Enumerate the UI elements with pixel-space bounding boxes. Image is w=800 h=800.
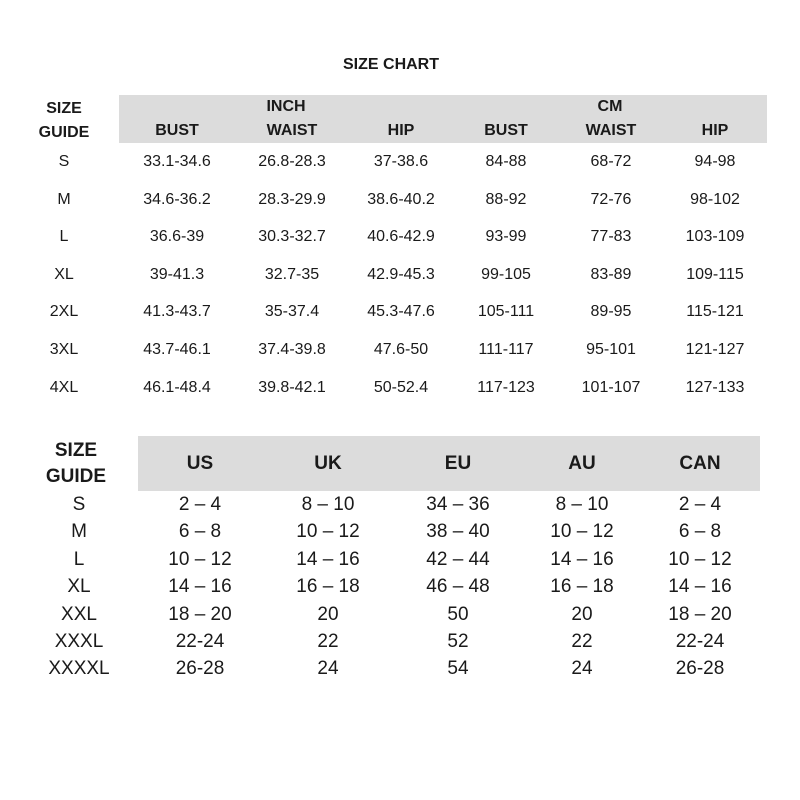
table-cell: 2 – 4	[178, 494, 222, 515]
table-cell: 14 – 16	[550, 548, 614, 570]
table-cell: 50-52.4	[373, 378, 429, 396]
table-cell: 39-41.3	[149, 265, 205, 283]
table-row	[0, 300, 800, 324]
table-cell: 10 – 12	[668, 548, 732, 570]
table-cell: 38.6-40.2	[367, 190, 435, 208]
header-can: CAN	[679, 453, 721, 474]
table-cell: 6 – 8	[178, 521, 222, 543]
table-cell: 72-76	[590, 190, 632, 208]
table-cell: 43.7-46.1	[143, 341, 211, 358]
header-eu: EU	[444, 453, 472, 474]
size-label: XXL	[61, 603, 97, 625]
table-row	[0, 225, 800, 249]
header-us: US	[186, 453, 214, 474]
table-cell: 52	[447, 631, 469, 652]
table-cell: 98-102	[690, 190, 740, 208]
table-row	[0, 546, 800, 573]
table-cell: 93-99	[485, 228, 527, 246]
table-cell: 68-72	[590, 153, 632, 170]
table-cell: 37.4-39.8	[258, 341, 326, 358]
size-label: XL	[67, 576, 91, 598]
size-label: 4XL	[49, 378, 79, 396]
table-row	[0, 628, 800, 655]
table-cell: 10 – 12	[296, 521, 360, 543]
table-cell: 24	[317, 658, 339, 680]
header-cm-bust: BUST	[484, 122, 528, 139]
table-cell: 14 – 16	[168, 576, 232, 598]
table-row	[0, 573, 800, 600]
header-au: AU	[568, 453, 596, 474]
table-cell: 117-123	[477, 378, 535, 396]
table-cell: 50	[447, 603, 469, 625]
cm-group-label: CM	[597, 98, 623, 115]
table-row	[0, 376, 800, 400]
table-cell: 34.6-36.2	[143, 190, 211, 208]
table-cell: 101-107	[581, 378, 641, 396]
table-row	[0, 150, 800, 174]
table-cell: 46 – 48	[426, 576, 490, 598]
table-cell: 22	[317, 631, 339, 652]
header-cm-hip: HIP	[701, 122, 729, 139]
size-label: XXXL	[54, 631, 104, 652]
table-cell: 40.6-42.9	[367, 228, 435, 246]
table-cell: 54	[447, 658, 469, 680]
inch-group-label: INCH	[266, 98, 306, 115]
table-cell: 26.8-28.3	[258, 153, 326, 170]
table-cell: 99-105	[481, 265, 531, 283]
table-cell: 20	[571, 603, 593, 625]
table-cell: 14 – 16	[668, 576, 732, 598]
table-cell: 36.6-39	[149, 228, 205, 246]
table-row	[0, 518, 800, 545]
table-cell: 33.1-34.6	[143, 153, 211, 170]
table-row	[0, 338, 800, 362]
table-cell: 20	[317, 603, 339, 625]
table-cell: 46.1-48.4	[143, 378, 211, 396]
size-label: 3XL	[49, 341, 79, 358]
size-label: S	[72, 494, 86, 515]
table-cell: 6 – 8	[678, 521, 722, 543]
table-cell: 32.7-35	[264, 265, 320, 283]
header-inch-hip: HIP	[387, 122, 415, 139]
table-cell: 10 – 12	[168, 548, 232, 570]
header-uk: UK	[314, 453, 342, 474]
size-label: M	[71, 521, 87, 543]
table-cell: 18 – 20	[668, 603, 732, 625]
table-cell: 16 – 18	[296, 576, 360, 598]
size-label: L	[59, 228, 69, 246]
table-cell: 2 – 4	[678, 494, 722, 515]
table-row	[0, 188, 800, 212]
table-cell: 94-98	[694, 153, 736, 170]
table-cell: 24	[571, 658, 593, 680]
table-row	[0, 263, 800, 287]
size-label: XXXXL	[48, 658, 110, 680]
header-cm-waist: WAIST	[585, 122, 637, 139]
table-cell: 42.9-45.3	[367, 265, 435, 283]
header-inch-waist: WAIST	[266, 122, 318, 139]
table-cell: 39.8-42.1	[258, 378, 326, 396]
table-cell: 105-111	[477, 303, 535, 321]
size-label: 2XL	[49, 303, 79, 321]
table-cell: 18 – 20	[168, 603, 232, 625]
table-cell: 34 – 36	[426, 494, 490, 515]
size-label: M	[57, 190, 71, 208]
table-cell: 28.3-29.9	[258, 190, 326, 208]
table-cell: 26-28	[175, 658, 225, 680]
table-cell: 47.6-50	[373, 341, 429, 358]
table-cell: 22-24	[675, 631, 725, 652]
table-row	[0, 491, 800, 518]
table-cell: 38 – 40	[426, 521, 490, 543]
table-cell: 77-83	[590, 228, 632, 246]
conversion-size-guide-label: SIZE GUIDE	[45, 440, 107, 487]
table-cell: 83-89	[590, 265, 632, 283]
table-row	[0, 601, 800, 628]
size-label: XL	[54, 265, 74, 283]
table-cell: 42 – 44	[426, 548, 490, 570]
table-cell: 10 – 12	[550, 521, 614, 543]
table-cell: 41.3-43.7	[143, 303, 211, 321]
table-cell: 26-28	[675, 658, 725, 680]
table-cell: 16 – 18	[550, 576, 614, 598]
table-cell: 103-109	[685, 228, 745, 246]
table-cell: 121-127	[685, 341, 745, 358]
table-cell: 14 – 16	[296, 548, 360, 570]
table-cell: 111-117	[478, 341, 534, 358]
table-cell: 8 – 10	[555, 494, 609, 515]
table-cell: 95-101	[586, 341, 636, 358]
table-cell: 22-24	[175, 631, 225, 652]
table-cell: 8 – 10	[301, 494, 355, 515]
size-label: L	[73, 548, 85, 570]
table-cell: 88-92	[485, 190, 527, 208]
table-cell: 45.3-47.6	[367, 303, 435, 321]
table-cell: 22	[571, 631, 593, 652]
page-title: SIZE CHART	[343, 56, 439, 73]
table-cell: 127-133	[685, 378, 745, 396]
table-cell: 37-38.6	[373, 153, 429, 170]
table-cell: 84-88	[485, 153, 527, 170]
table-cell: 109-115	[686, 265, 744, 283]
table-row	[0, 655, 800, 682]
table-cell: 35-37.4	[264, 303, 320, 321]
table-cell: 115-121	[686, 303, 744, 321]
size-label: S	[58, 153, 70, 170]
table-cell: 89-95	[590, 303, 632, 321]
measurement-size-guide-label: SIZE GUIDE	[38, 100, 90, 141]
header-inch-bust: BUST	[155, 122, 199, 139]
table-cell: 30.3-32.7	[258, 228, 326, 246]
